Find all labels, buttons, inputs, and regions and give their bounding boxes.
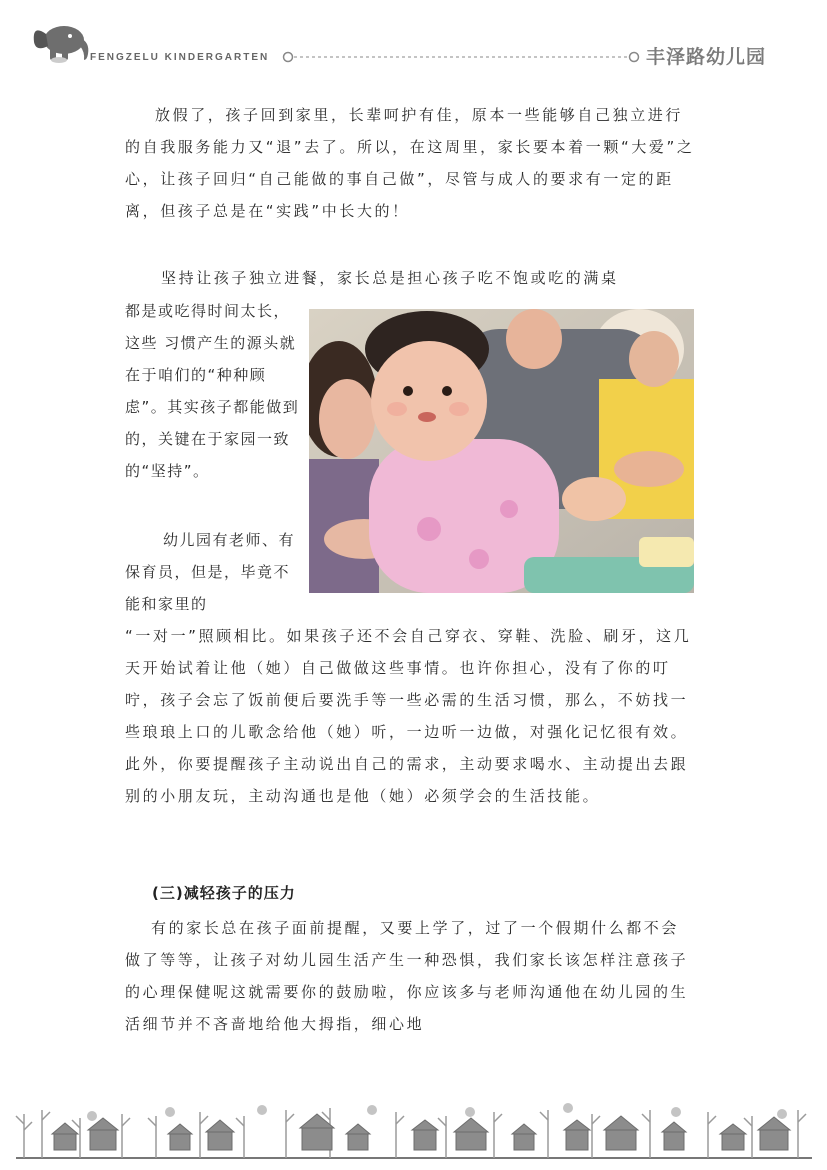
elephant-icon <box>30 16 92 66</box>
paragraph-side-2: 幼儿园有老师、有保育员，但是，毕竟不能和家里的 <box>125 531 296 613</box>
paragraph-pressure: 有的家长总在孩子面前提醒，又要上学了，过了一个假期什么都不会做了等等，让孩子对幼儿园生活产生一种恐惧，我们家长该怎样注意孩子的心理保健呢这就需要你的鼓励啦，你应该多与老师沟通他在幼儿园的生活细节并不吝啬地给他大拇指，细心地 <box>125 919 689 1033</box>
village-houses-trees-icon <box>0 1090 827 1170</box>
paragraph-side-1: 都是或吃得时间太长，这些 习惯产生的源头就在于咱们的“种种顾虑”。其实孩子都能做到的，关键在于家园一致的“坚持”。 <box>125 302 300 480</box>
paragraph-intro: 放假了，孩子回到家里，长辈呵护有佳，原本一些能够自己独立进行的自我服务能力又“退”去了。所以，在这周里，家长要本着一颗“大爱”之心，让孩子回归“自己能做的事自己做”，尽管与成人的要求有一定的距离，但孩子总是在“实践”中长大的！ <box>125 106 695 220</box>
header-divider-line <box>282 50 642 64</box>
brand-english: FENGZELU KINDERGARTEN <box>90 52 270 63</box>
page-header <box>0 0 827 80</box>
paragraph-one-on-one: “一对一”照顾相比。如果孩子还不会自己穿衣、穿鞋、洗脸、刷牙，这几天开始试着让他（她）自己做做这些事情。也许你担心，没有了你的叮咛，孩子会忘了饭前便后要洗手等一些必需的生活习惯，那么，不妨找一些琅琅上口的儿歌念给他（她）听，一边听一边做，对强化记忆很有效。此外，你要提醒孩子主动说出自己的需求，主动要求喝水、主动提出去跟别的小朋友玩，主动沟通也是他（她）必须学会的生活技能。 <box>125 627 692 805</box>
brand-chinese: 丰泽路幼儿园 <box>646 46 767 68</box>
paragraph-eating: 坚持让孩子独立进餐，家长总是担心孩子吃不饱或吃的满桌 <box>161 269 619 287</box>
section-heading: (三)减轻孩子的压力 <box>152 884 296 902</box>
children-washing-hands-photo <box>309 309 694 593</box>
